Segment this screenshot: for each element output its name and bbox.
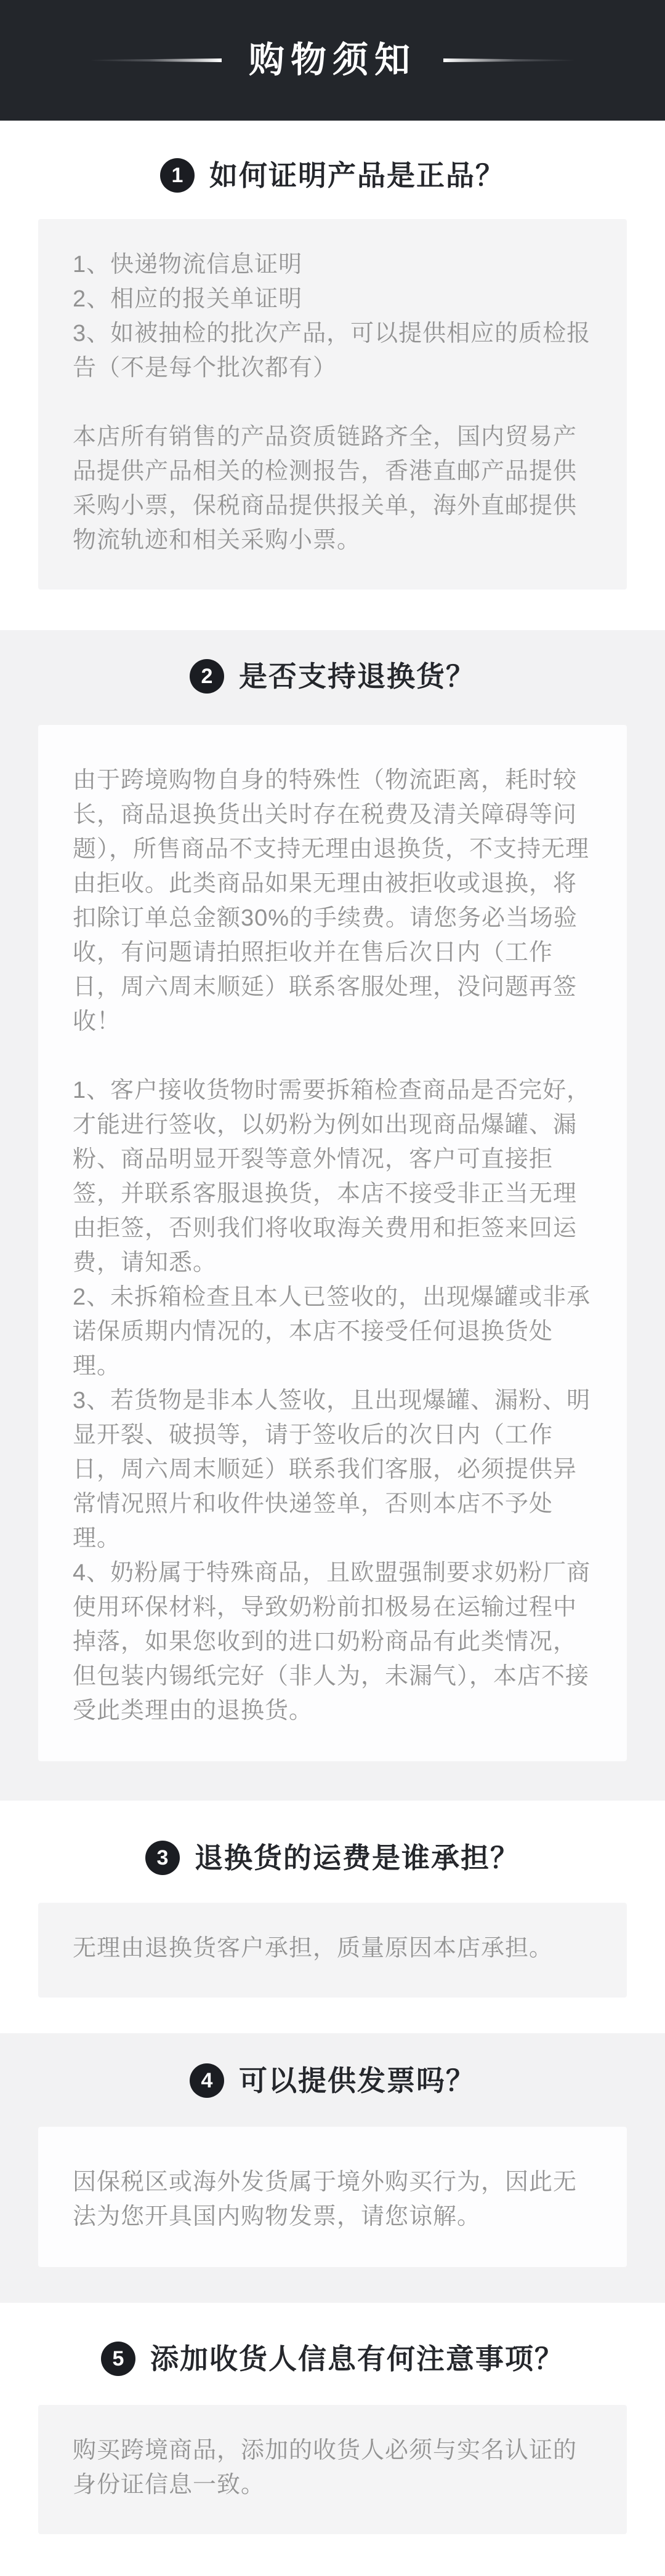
answer-1-item: 1、快递物流信息证明 <box>73 252 303 278</box>
question-3-number-badge: 3 <box>145 1841 180 1875</box>
question-2-number-badge: 2 <box>190 659 224 694</box>
question-1-number-badge: 1 <box>160 158 195 193</box>
answer-box-5 <box>38 2405 627 2534</box>
question-4-heading <box>0 2062 665 2100</box>
answer-2-rule: 1、客户接收货物时需要拆箱检查商品是否完好，才能进行签收，以奶粉为例如出现商品爆罐、漏粉、商品明显开裂等意外情况，客户可直接拒签，并联系客服退换货，本店不接受非正当无理由拒签，否则我们将收取海关费用和拒签来回运费，请知悉。 <box>73 1078 591 1276</box>
question-4-number-badge: 4 <box>190 2063 224 2098</box>
question-3-heading <box>0 1839 665 1877</box>
section-return-shipping-fee <box>0 1801 665 2033</box>
answer-box-4 <box>38 2127 627 2267</box>
answer-5-text: 购买跨境商品，添加的收货人必须与实名认证的身份证信息一致。 <box>73 2438 578 2498</box>
question-2-title: 是否支持退换货？ <box>239 660 475 692</box>
answer-box-1 <box>38 219 627 590</box>
section-consignee-info <box>0 2303 665 2576</box>
section-invoice <box>0 2033 665 2303</box>
answer-2-intro: 由于跨境购物自身的特殊性（物流距离，耗时较长，商品退换货出关时存在税费及清关障碍等问题），所售商品不支持无理由退换货，不支持无理由拒收。此类商品如果无理由被拒收或退换，将扣除订单总金额30%的手续费。请您务必当场验收，有问题请拍照拒收并在售后次日内（工作日，周六周末顺延）联系客服处理，没问题再签收！ <box>73 767 590 1034</box>
page-title: 购物须知 <box>248 40 416 80</box>
answer-3-text: 无理由退换货客户承担，质量原因本店承担。 <box>73 1935 554 1961</box>
section-returns-policy <box>0 630 665 1801</box>
answer-2-rule: 3、若货物是非本人签收，且出现爆罐、漏粉、明显开裂、破损等，请于签收后的次日内（工作日，周六周末顺延）联系我们客服，必须提供异常情况照片和收件快递签单，否则本店不予处理。 <box>73 1388 591 1551</box>
question-1-heading <box>0 156 665 194</box>
answer-box-3 <box>38 1903 627 1998</box>
question-3-title: 退换货的运费是谁承担？ <box>195 1842 520 1874</box>
question-5-number-badge: 5 <box>101 2342 135 2376</box>
answer-2-rule: 4、奶粉属于特殊商品，且欧盟强制要求奶粉厂商使用环保材料，导致奶粉前扣极易在运输过程中掉落，如果您收到的进口奶粉商品有此类情况，但包装内锡纸完好（非人为，未漏气），本店不接受此类理由的退换货。 <box>73 1560 591 1724</box>
header-right-line-decoration <box>443 58 575 62</box>
section-authenticity <box>0 121 665 630</box>
answer-4-text: 因保税区或海外发货属于境外购买行为，因此无法为您开具国内购物发票，请您谅解。 <box>73 2169 578 2230</box>
question-5-heading <box>0 2340 665 2378</box>
answer-2-rule: 2、未拆箱检查且本人已签收的，出现爆罐或非承诺保质期内情况的，本店不接受任何退换货处理。 <box>73 1284 591 1379</box>
answer-1-item: 3、如被抽检的批次产品，可以提供相应的质检报告（不是每个批次都有） <box>73 321 591 381</box>
question-5-title: 添加收货人信息有何注意事项？ <box>150 2343 564 2375</box>
answer-1-item: 2、相应的报关单证明 <box>73 286 303 312</box>
question-4-title: 可以提供发票吗？ <box>239 2065 475 2097</box>
answer-1-paragraph: 本店所有销售的产品资质链路齐全，国内贸易产品提供产品相关的检测报告，香港直邮产品提供采购小票，保税商品提供报关单，海外直邮提供物流轨迹和相关采购小票。 <box>73 424 578 553</box>
page-header <box>0 0 665 121</box>
question-2-heading <box>0 657 665 695</box>
answer-box-2 <box>38 725 627 1761</box>
header-left-line-decoration <box>90 58 222 62</box>
question-1-title: 如何证明产品是正品？ <box>209 159 505 191</box>
